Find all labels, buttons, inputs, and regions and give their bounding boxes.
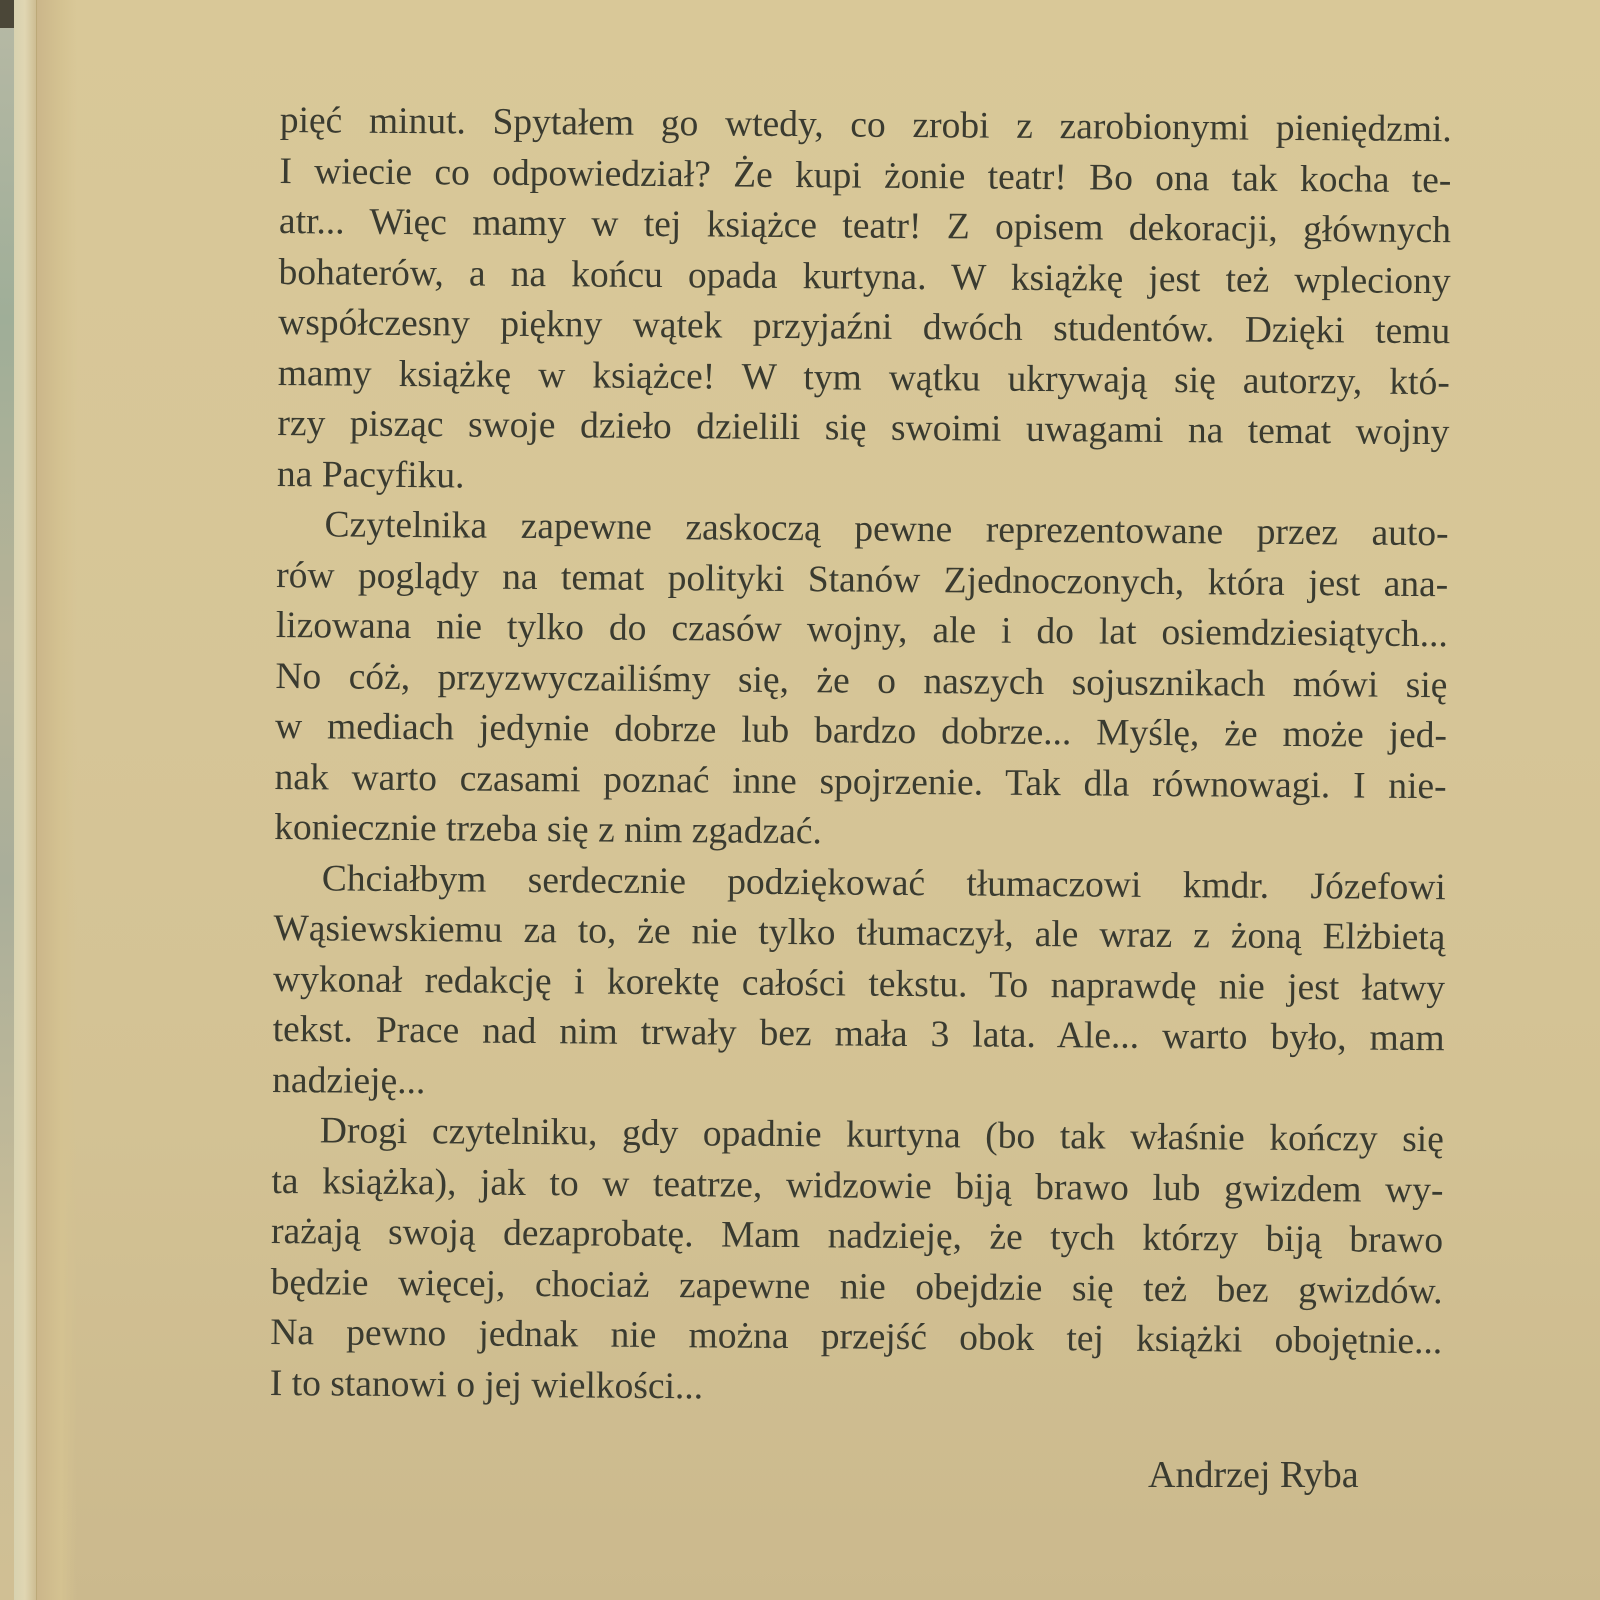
book-page-text (270, 96, 1480, 1418)
paragraph (274, 500, 1477, 863)
text-line: w mediach jedynie dobrze lub bardzo dobrze... Myślę, że może jed- (274, 705, 1448, 757)
paragraph (277, 96, 1480, 509)
text-line: No cóż, przyzwyczailiśmy się, że o naszych sojusznikach mówi się (275, 655, 1448, 706)
text-line: nak warto czasami poznać inne spojrzenie. Tak dla równowagi. I nie- (274, 756, 1447, 807)
paragraph (270, 1106, 1472, 1418)
text-line: rzy pisząc swoje dzieło dzielili się swoimi uwagami na temat wojny (277, 402, 1450, 454)
paragraph (272, 853, 1474, 1115)
text-line: rów poglądy na temat polityki Stanów Zjednoczonych, która jest ana- (276, 554, 1449, 605)
text-line: mamy książkę w książce! W tym wątku ukrywają się autorzy, któ- (277, 352, 1450, 403)
text-line: Chciałbym serdecznie podziękować tłumaczowi kmdr. Józefowi (321, 857, 1446, 908)
text-line: na Pacyfiku. (276, 453, 465, 496)
text-line: bohaterów, a na końcu opada kurtyna. W książkę jest też wpleciony (278, 251, 1451, 302)
text-line: nadzieję... (272, 1059, 426, 1102)
text-line: współczesny piękny wątek przyjaźni dwóch studentów. Dzięki temu (278, 301, 1451, 353)
text-line: Na pewno jednak nie można przejść obok tej książki obojętnie... (270, 1311, 1443, 1363)
page-gutter-shadow (36, 0, 77, 1600)
text-line: Drogi czytelniku, gdy opadnie kurtyna (bo tak właśnie kończy się (319, 1110, 1444, 1161)
text-line: koniecznie trzeba się z nim zgadzać. (274, 806, 823, 853)
text-line: I wiecie co odpowiedział? Że kupi żonie teatr! Bo ona tak kocha te- (279, 150, 1452, 201)
text-line: będzie więcej, chociaż zapewne nie obejdzie się też bez gwizdów. (270, 1261, 1443, 1312)
text-line: tekst. Prace nad nim trwały bez mała 3 lata. Ale... warto było, mam (272, 1008, 1445, 1060)
text-line: rażają swoją dezaprobatę. Mam nadzieję, że tych którzy biją brawo (270, 1210, 1444, 1262)
text-line: lizowana nie tylko do czasów wojny, ale i do lat osiemdziesiątych... (275, 604, 1448, 656)
page-fore-edge (14, 0, 36, 1600)
text-line: ta książka), jak to w teatrze, widzowie biją brawo lub gwizdem wy- (271, 1160, 1444, 1211)
text-line: Czytelnika zapewne zaskoczą pewne reprezentowane przez auto- (324, 504, 1449, 555)
text-line: atr... Więc mamy w tej książce teatr! Z opisem dekoracji, głównych (278, 200, 1452, 252)
author-signature: Andrzej Ryba (1148, 1454, 1359, 1496)
text-line: I to stanowi o jej wielkości... (269, 1362, 704, 1407)
text-line: pięć minut. Spytałem go wtedy, co zrobi z zarobionymi pieniędzmi. (279, 99, 1452, 151)
text-line: Wąsiewskiemu za to, że nie tylko tłumaczył, ale wraz z żoną Elżbietą (273, 907, 1446, 959)
text-line: wykonał redakcję i korektę całości tekstu. To naprawdę nie jest łatwy (272, 958, 1446, 1009)
